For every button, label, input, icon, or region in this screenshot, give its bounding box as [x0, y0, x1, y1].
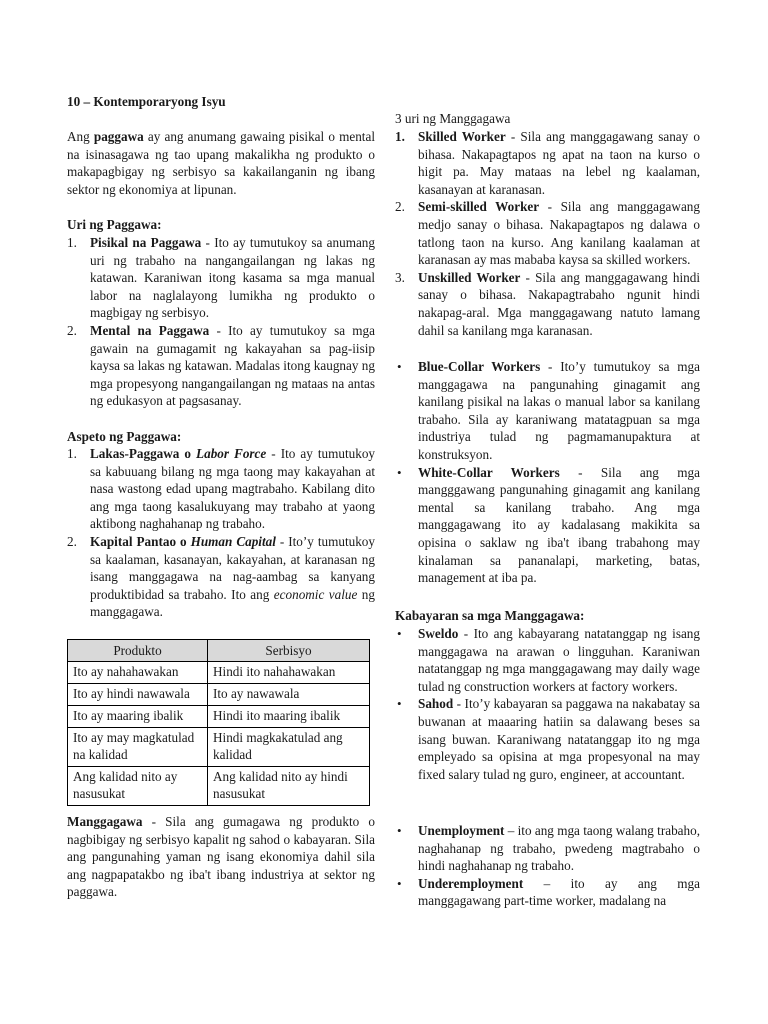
- list-item: 2. Kapital Pantao o Human Capital - Ito’y tumutukoy sa kaalaman, kasanayan, kakayahan, at karanasan ng isang manggagawa na nag-aambag sa kanyang produktibidad sa trabaho. Ito ang economic value ng manggagawa.: [67, 533, 375, 620]
- produkto-serbisyo-table-wrap: [67, 639, 375, 806]
- table-row: [68, 728, 370, 767]
- column-header: Serbisyo: [208, 640, 370, 662]
- table-row: [68, 662, 370, 684]
- table-row: [68, 767, 370, 806]
- table-cell: Hindi ito nahahawakan: [208, 662, 370, 684]
- table-cell: Ito ay maaring ibalik: [68, 706, 208, 728]
- manggagawa-paragraph: Manggagawa - Sila ang gumagawa ng produkto o nagbibigay ng serbisyo kapalit ng sahod o kabayaran. Sila ang pangunahing yaman ng isang ekonomiya dahil sila ang nagpapatakbo ng iba't ibang industriya at sektor ng paggawa.: [67, 814, 375, 900]
- list-item: 1. Skilled Worker - Sila ang manggagawang sanay o bihasa. Nakapagtapos ng apat na taon na kurso o higit pa. May mataas na lebel ng kaalaman, kasanayan at karanasan.: [395, 129, 700, 197]
- table-row: [68, 706, 370, 728]
- produkto-serbisyo-table: [67, 639, 370, 806]
- table-cell: Ang kalidad nito ay nasusukat: [68, 767, 208, 806]
- list-item: • Underemployment – ito ay ang mga manggagawang part-time worker, madalang na: [397, 875, 700, 909]
- intro-paragraph: Ang paggawa ay ang anumang gawaing pisikal o mental na isinasagawa ng tao upang makalikha ng produkto o makapagbigay ng serbisyo sa kakailanganin ng ibang sektor ng ekonomiya at lipunan.: [67, 129, 375, 197]
- table-cell: Hindi magkakatulad ang kalidad: [208, 728, 370, 767]
- uri-ng-manggagawa-list: [395, 128, 700, 339]
- table-row: [68, 684, 370, 706]
- column-header: Produkto: [68, 640, 208, 662]
- table-cell: Ito ay may magkatulad na kalidad: [68, 728, 208, 767]
- table-cell: Hindi ito maaring ibalik: [208, 706, 370, 728]
- list-item: 1. Pisikal na Paggawa - Ito ay tumutukoy sa anumang uri ng trabaho na nangangailangan ng lakas ng katawan. Karaniwan itong kasama sa mga manual labor na naglalayong lumikha ng produkto o magbigay ng serbisyo.: [67, 235, 375, 321]
- page-title: 10 – Kontemporaryong Isyu: [67, 94, 226, 109]
- table-cell: Ang kalidad nito ay hindi nasusukat: [208, 767, 370, 806]
- list-item: • Blue-Collar Workers - Ito’y tumutukoy sa mga manggagawa na pangunahing ginagamit ang kanilang pisikal na lakas o manual labor sa kanilang trabaho. Sila ay karaniwang matatagpuan sa mga industriya tulad ng pagmamanupaktura at konstruksyon.: [397, 359, 700, 462]
- uri-ng-manggagawa-heading: 3 uri ng Manggagawa: [395, 111, 511, 126]
- table-cell: Ito ay hindi nawawala: [68, 684, 208, 706]
- kabayaran-list: [395, 625, 700, 783]
- list-item: 3. Unskilled Worker - Sila ang manggagawang hindi sanay o bihasa. Nakapagtrabaho ngunit hindi nakapag-aral. Mga manggagawang natuto lamang dahil sa kanilang mga karanasan.: [395, 269, 700, 338]
- table-header-row: [68, 640, 370, 662]
- list-item: • Unemployment – ito ang mga taong walang trabaho, naghahanap ng trabaho, pwedeng magtrabaho o hindi naghahanap ng trabaho.: [397, 823, 701, 874]
- list-item: 2. Semi-skilled Worker - Sila ang manggagawang medjo sanay o bihasa. Nakapagtapos ng dalawa o tatlong taon na kurso. Ang kanilang kaalaman at karanasan ay mas mababa kaysa sa skilled workers.: [395, 199, 700, 268]
- list-item: • Sweldo - Ito ang kabayarang natatanggap ng isang manggagawa na arawan o lingguhan. Karaniwan natatanggap ng mga manggagawang may daily wage tulad ng construction workers at factory workers.: [397, 626, 700, 694]
- list-item: 2. Mental na Paggawa - Ito ay tumutukoy sa mga gawain na gumagamit ng kakayahan sa pag-iisip kaysa sa lakas ng katawan. Madalas itong kaugnay ng mga propesyong nangangailangan ng mataas na antas ng edukasyon at pagsasanay.: [67, 322, 376, 409]
- employment-list: [395, 822, 700, 910]
- aspeto-ng-paggawa-heading: Aspeto ng Paggawa:: [67, 429, 182, 444]
- collar-workers-list: [395, 358, 700, 587]
- table-cell: Ito ay nawawala: [208, 684, 370, 706]
- list-item: 1. Lakas-Paggawa o Labor Force - Ito ay tumutukoy sa kabuuang bilang ng mga taong may kakayahan at nasa wastong edad upang magtrabaho. Kabilang dito ang mga taong kasalukuyang may trabaho at yaong aktibong naghahanap ng trabaho.: [67, 446, 376, 532]
- term-paggawa: paggawa: [93, 129, 144, 144]
- term-manggagawa: Manggagawa: [67, 814, 143, 829]
- list-item: • Sahod - Ito’y kabayaran sa paggawa na nakabatay sa buwanan at maaaring hatiin sa dalawang beses sa isang buwan. Karaniwang natatanggap ito ng mga empleyado sa opisina at mga propesyonal na may fixed salary tulad ng guro, engineer, at accountant.: [397, 696, 700, 782]
- list-item: • White-Collar Workers - Sila ang mga mangggawang pangunahing ginagamit ang kanilang mental sa kanilang trabaho. Ang mga manggagawang ito ay kadalasang makikita sa opisina o saklaw ng iba't ibang trabahong may kinalaman sa pananalapi, marketing, batas, management at iba pa.: [397, 464, 700, 586]
- table-cell: Ito ay nahahawakan: [68, 662, 208, 684]
- uri-ng-paggawa-heading: Uri ng Paggawa:: [67, 217, 162, 232]
- uri-ng-paggawa-list: [67, 234, 375, 410]
- kabayaran-heading: Kabayaran sa mga Manggagawa:: [395, 608, 585, 623]
- aspeto-ng-paggawa-list: [67, 445, 375, 621]
